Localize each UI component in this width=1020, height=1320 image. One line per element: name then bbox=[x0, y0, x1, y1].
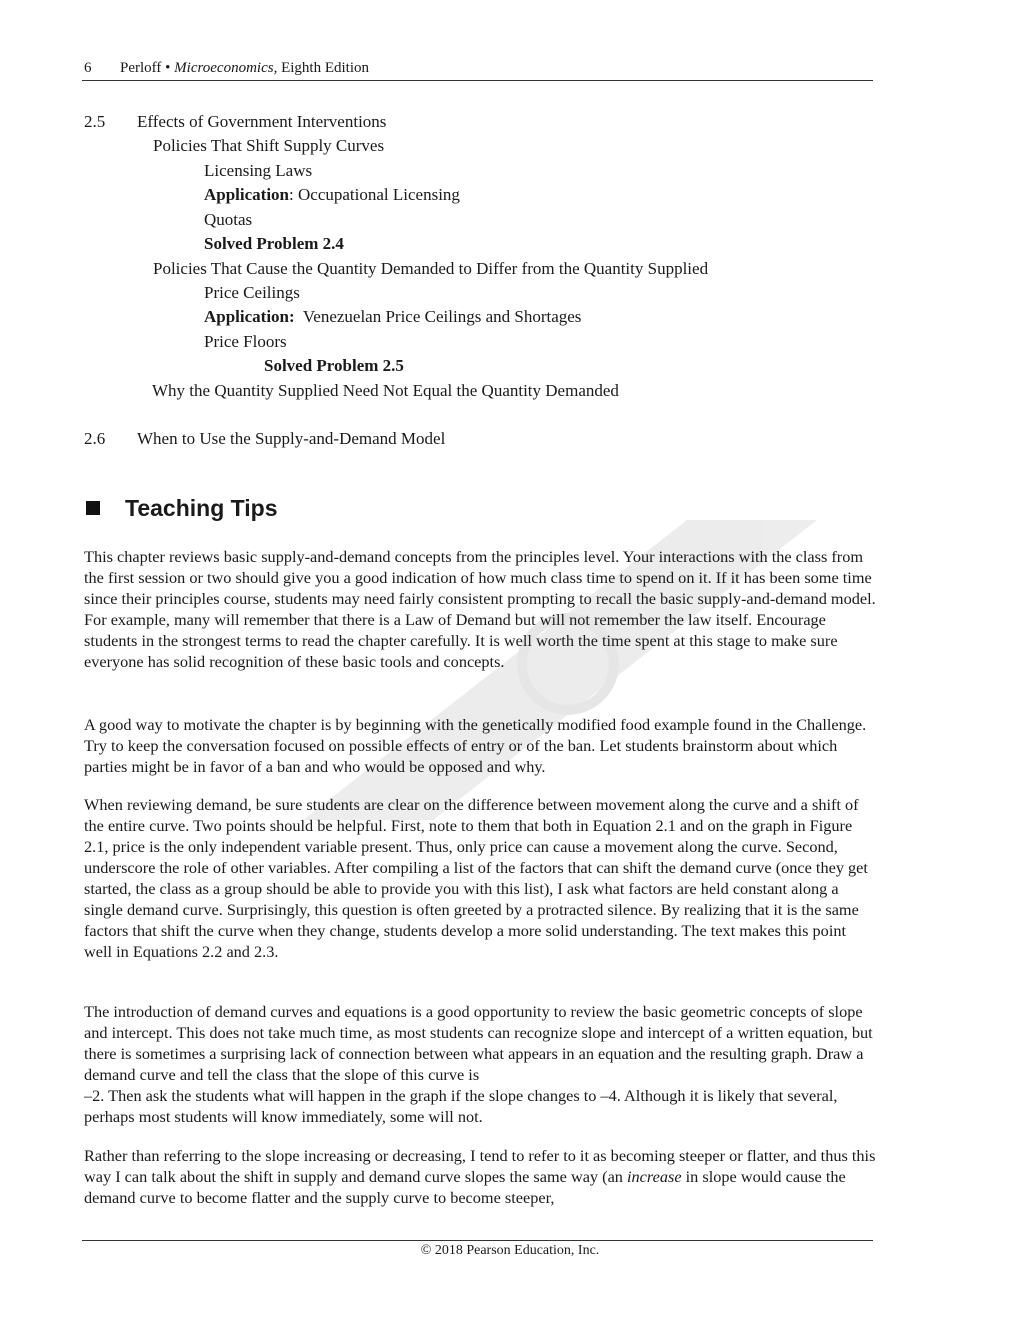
toc-subsection bbox=[152, 379, 619, 403]
toc-entry-bold: Solved Problem 2.5 bbox=[264, 356, 404, 375]
toc-entry-text: Price Floors bbox=[204, 332, 287, 351]
toc-subsection bbox=[153, 257, 708, 281]
paragraph-1: This chapter reviews basic supply-and-demand concepts from the principles level. Your interactions with the class from the first session or two should give you a good indication of how much class time to spend on it. If it has been some time since their principles course, students may need fairly consistent prompting to recall the basic supply-and-demand model. For example, many will remember that there is a Law of Demand but will not remember the law itself. Encourage students in the strongest terms to read the chapter carefully. It is well worth the time spent at this stage to make sure everyone has solid recognition of these basic tools and concepts. bbox=[84, 547, 876, 671]
running-header bbox=[84, 58, 872, 78]
section-heading-text: Teaching Tips bbox=[125, 495, 278, 521]
header-author: Perloff bbox=[120, 60, 162, 76]
toc-solved-problem bbox=[264, 354, 404, 378]
toc-section-number: 2.6 bbox=[84, 429, 106, 448]
paragraph-3: When reviewing demand, be sure students are clear on the difference between movement along the curve and a shift of the entire curve. Two points should be helpful. First, note to them that both in Equation 2.1 and on the graph in Figure 2.1, price is the only independent variable present. Thus, only price can cause a movement along the curve. Second, underscore the role of other variables. After compiling a list of the factors that can shift the demand curve (once they get started, the class as a group should be able to provide you with this list), I ask what factors are held constant along a single demand curve. Surprisingly, this question is often greeted by a protracted silence. By realizing that it is the same factors that shift the curve when they change, students develop a more solid understanding. The text makes this point well in Equations 2.2 and 2.3. bbox=[84, 795, 868, 961]
square-bullet-icon bbox=[86, 501, 100, 515]
toc-entry-bold: Application: bbox=[204, 307, 295, 326]
toc-entry-text: : Occupational Licensing bbox=[289, 185, 460, 204]
toc-item bbox=[204, 208, 252, 232]
header-edition: Eighth Edition bbox=[277, 60, 369, 76]
toc-subsection bbox=[153, 134, 384, 158]
header-rule bbox=[82, 80, 873, 81]
header-separator: • bbox=[161, 60, 175, 76]
toc-application bbox=[204, 305, 581, 329]
footer-rule bbox=[82, 1240, 873, 1241]
toc-entry-text: When to Use the Supply-and-Demand Model bbox=[137, 429, 446, 448]
toc-item bbox=[204, 281, 300, 305]
toc-solved-problem bbox=[204, 232, 344, 256]
toc-item bbox=[204, 330, 287, 354]
paragraph-4 bbox=[84, 1001, 876, 1127]
paragraph-5-part-2: in slope would cause the demand curve to become flatter and the supply curve to become steeper, bbox=[84, 1167, 846, 1207]
toc-application bbox=[204, 183, 460, 207]
toc-entry-text: Policies That Shift Supply Curves bbox=[153, 136, 385, 155]
toc-entry-bold: Solved Problem 2.4 bbox=[204, 234, 344, 253]
page-number: 6 bbox=[84, 60, 92, 76]
toc-entry-text: Price Ceilings bbox=[204, 283, 300, 302]
toc-entry-bold: Application bbox=[204, 185, 290, 204]
toc-entry-text: Venezuelan Price Ceilings and Shortages bbox=[294, 307, 582, 326]
paragraph-4-part-1: The introduction of demand curves and equations is a good opportunity to review the basic geometric concepts of slope and intercept. This does not take much time, as most students can recognize slope and intercept of a written equation, but there is sometimes a surprising lack of connection between what appears in an equation and the resulting graph. Draw a demand curve and tell the class that the slope of this curve is bbox=[84, 1002, 873, 1084]
paragraph-2: A good way to motivate the chapter is by beginning with the genetically modified food example found in the Challenge. Try to keep the conversation focused on possible effects of entry or of the ban. Let students brainstorm about which parties might be in favor of a ban and who would be opposed and why. bbox=[84, 715, 867, 776]
toc-item bbox=[204, 159, 312, 183]
copyright-footer: © 2018 Pearson Education, Inc. bbox=[420, 1243, 600, 1258]
toc-entry-text: Effects of Government Interventions bbox=[137, 112, 387, 131]
toc-entry-text: Quotas bbox=[204, 210, 253, 229]
paragraph-5-part-1: Rather than referring to the slope increasing or decreasing, I tend to refer to it as becoming steeper or flatter, and thus this way I can talk about the shift in supply and demand curve slopes the same way (an bbox=[84, 1146, 876, 1186]
toc-entry-text: Policies That Cause the Quantity Demanded to Differ from the Quantity Supplied bbox=[153, 259, 709, 278]
paragraph-4-part-2: –2. Then ask the students what will happen in the graph if the slope changes to –4. Although it is likely that several, perhaps most students will know immediately, some will not. bbox=[84, 1086, 838, 1126]
header-book-title: Microeconomics, bbox=[174, 60, 278, 76]
paragraph-5 bbox=[84, 1145, 876, 1208]
toc-section-number: 2.5 bbox=[84, 112, 106, 131]
toc-entry-text: Licensing Laws bbox=[204, 161, 313, 180]
paragraph-5-italic: increase bbox=[627, 1167, 682, 1186]
toc-entry-text: Why the Quantity Supplied Need Not Equal the Quantity Demanded bbox=[152, 381, 619, 400]
